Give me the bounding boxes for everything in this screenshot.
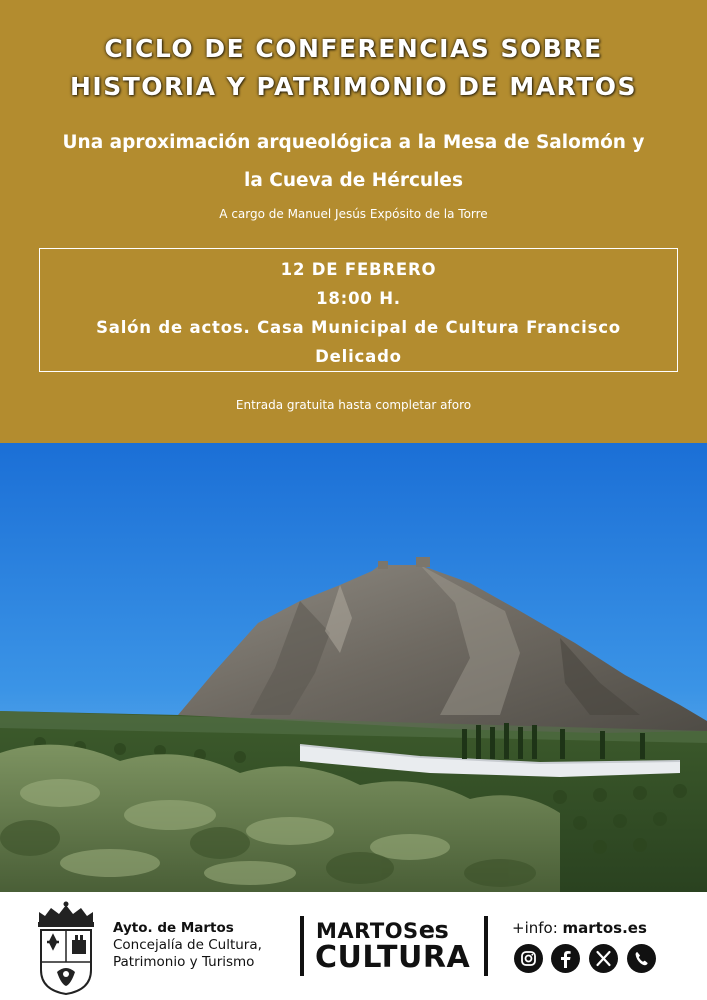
footer [0, 892, 707, 1000]
department-line-2: Patrimonio y Turismo [113, 954, 255, 970]
brand-cultura: CULTURA [315, 940, 471, 975]
info-website-link[interactable]: martos.es [562, 919, 647, 937]
speaker-credit: A cargo de Manuel Jesús Expósito de la Torre [219, 207, 488, 221]
title-line-2: HISTORIA Y PATRIMONIO DE MARTOS [70, 72, 637, 101]
event-date: 12 DE FEBRERO [280, 260, 437, 279]
instagram-icon[interactable] [514, 944, 543, 973]
more-info [512, 919, 647, 937]
landscape-photo [0, 443, 707, 892]
event-details-box [39, 248, 678, 372]
organizer-info [113, 920, 262, 971]
department-line-1: Concejalía de Cultura, [113, 937, 262, 953]
martos-es-cultura-logo [300, 916, 488, 976]
facebook-icon[interactable] [551, 944, 580, 973]
info-prefix: +info: [512, 919, 563, 937]
title-line-1: CICLO DE CONFERENCIAS SOBRE [104, 34, 603, 63]
free-entry-note: Entrada gratuita hasta completar aforo [235, 398, 472, 412]
event-venue-line-2: Delicado [315, 347, 402, 366]
phone-icon[interactable] [627, 944, 656, 973]
talk-title [30, 124, 677, 200]
talk-title-line-1: Una aproximación arqueológica a la Mesa de Salomón y [62, 132, 645, 153]
event-venue-line-1: Salón de actos. Casa Municipal de Cultura Francisco [96, 318, 621, 337]
brand-martos: MARTOS [316, 919, 419, 943]
event-header-band [0, 0, 707, 443]
event-time: 18:00 H. [316, 289, 401, 308]
talk-title-line-2: la Cueva de Hércules [244, 170, 463, 191]
organizer-name: Ayto. de Martos [113, 920, 234, 936]
x-icon[interactable] [589, 944, 618, 973]
poster-title [20, 30, 687, 106]
martos-crest-logo [33, 900, 99, 996]
brand-es: es [418, 916, 449, 944]
